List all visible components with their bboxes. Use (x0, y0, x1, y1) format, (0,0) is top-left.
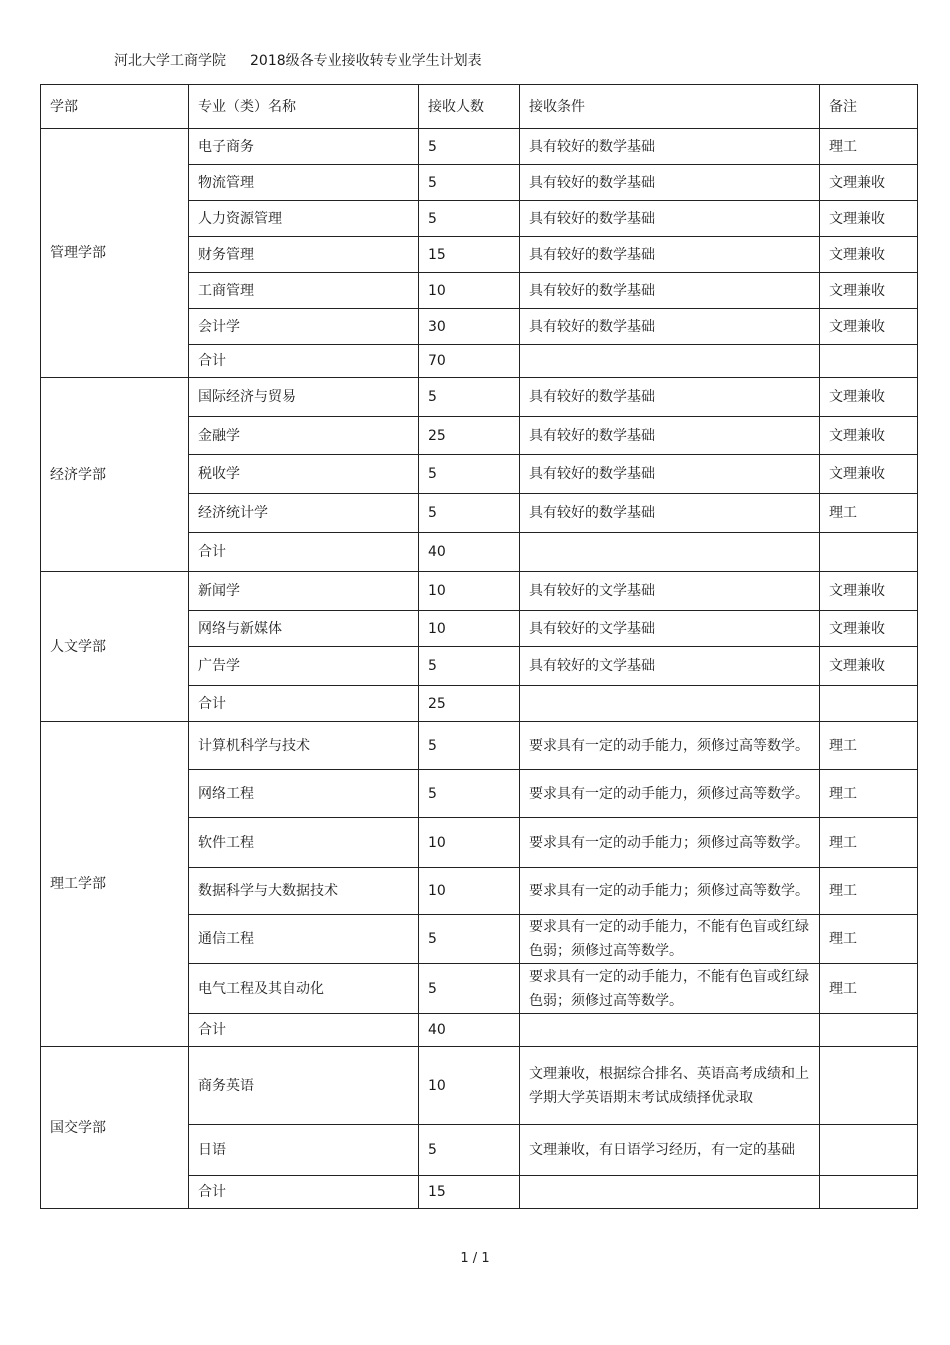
note: 文理兼收 (820, 647, 918, 686)
subtotal-count: 40 (419, 1014, 520, 1047)
admission-condition: 具有较好的数学基础 (520, 165, 820, 201)
major-name: 财务管理 (189, 237, 419, 273)
major-name: 经济统计学 (189, 494, 419, 533)
major-name: 新闻学 (189, 572, 419, 611)
admission-condition: 具有较好的数学基础 (520, 273, 820, 309)
admission-condition: 文理兼收，有日语学习经历，有一定的基础 (520, 1125, 820, 1176)
subtotal-label: 合计 (189, 1014, 419, 1047)
major-name: 计算机科学与技术 (189, 722, 419, 770)
note: 文理兼收 (820, 309, 918, 345)
admission-condition: 具有较好的文学基础 (520, 611, 820, 647)
admit-count: 5 (419, 494, 520, 533)
admit-count: 30 (419, 309, 520, 345)
department-name: 人文学部 (41, 572, 189, 722)
admit-count: 5 (419, 1125, 520, 1176)
table-row (41, 378, 918, 417)
department-name: 国交学部 (41, 1047, 189, 1209)
subtotal-label: 合计 (189, 1176, 419, 1209)
major-name: 国际经济与贸易 (189, 378, 419, 417)
table-row (41, 129, 918, 165)
major-name: 人力资源管理 (189, 201, 419, 237)
table-row (41, 1047, 918, 1125)
note: 文理兼收 (820, 273, 918, 309)
major-name: 电子商务 (189, 129, 419, 165)
empty-cell (820, 1176, 918, 1209)
admit-count: 5 (419, 722, 520, 770)
subtotal-count: 40 (419, 533, 520, 572)
admit-count: 5 (419, 201, 520, 237)
major-name: 日语 (189, 1125, 419, 1176)
admit-count: 5 (419, 165, 520, 201)
school-name: 河北大学工商学院 (114, 53, 226, 69)
page-indicator: 1 / 1 (460, 1251, 490, 1266)
admission-condition: 要求具有一定的动手能力；须修过高等数学。 (520, 868, 820, 915)
note: 文理兼收 (820, 572, 918, 611)
empty-cell (520, 345, 820, 378)
header-department: 学部 (41, 85, 189, 129)
major-name: 软件工程 (189, 818, 419, 868)
admit-count: 10 (419, 818, 520, 868)
department-name: 经济学部 (41, 378, 189, 572)
empty-cell (820, 686, 918, 722)
note: 理工 (820, 915, 918, 964)
department-name: 理工学部 (41, 722, 189, 1047)
table-row (41, 722, 918, 770)
admit-count: 15 (419, 237, 520, 273)
header-row (41, 85, 918, 129)
empty-cell (520, 686, 820, 722)
admission-condition: 具有较好的数学基础 (520, 237, 820, 273)
note: 文理兼收 (820, 455, 918, 494)
major-name: 电气工程及其自动化 (189, 964, 419, 1014)
empty-cell (820, 345, 918, 378)
empty-cell (520, 1176, 820, 1209)
subtotal-label: 合计 (189, 686, 419, 722)
empty-cell (520, 533, 820, 572)
admit-count: 10 (419, 611, 520, 647)
major-name: 物流管理 (189, 165, 419, 201)
table-row (41, 572, 918, 611)
subtotal-label: 合计 (189, 345, 419, 378)
plan-heading: 2018级各专业接收转专业学生计划表 (250, 53, 482, 69)
note: 理工 (820, 494, 918, 533)
admit-count: 5 (419, 129, 520, 165)
admit-count: 10 (419, 572, 520, 611)
major-name: 网络工程 (189, 770, 419, 818)
empty-cell (820, 533, 918, 572)
admit-count: 5 (419, 964, 520, 1014)
note: 理工 (820, 868, 918, 915)
major-name: 税收学 (189, 455, 419, 494)
document-title (114, 50, 482, 70)
admission-condition: 要求具有一定的动手能力，须修过高等数学。 (520, 722, 820, 770)
note (820, 1047, 918, 1125)
admission-condition: 具有较好的数学基础 (520, 378, 820, 417)
admission-condition: 文理兼收，根据综合排名、英语高考成绩和上学期大学英语期末考试成绩择优录取 (520, 1047, 820, 1125)
major-name: 通信工程 (189, 915, 419, 964)
transfer-plan-table (40, 84, 918, 1209)
admission-condition: 要求具有一定的动手能力，不能有色盲或红绿色弱；须修过高等数学。 (520, 964, 820, 1014)
note: 理工 (820, 818, 918, 868)
note: 文理兼收 (820, 201, 918, 237)
subtotal-label: 合计 (189, 533, 419, 572)
admission-condition: 具有较好的数学基础 (520, 309, 820, 345)
note: 文理兼收 (820, 417, 918, 455)
note: 理工 (820, 770, 918, 818)
admit-count: 5 (419, 647, 520, 686)
header-major: 专业（类）名称 (189, 85, 419, 129)
header-note: 备注 (820, 85, 918, 129)
admission-condition: 具有较好的数学基础 (520, 129, 820, 165)
admission-condition: 具有较好的数学基础 (520, 417, 820, 455)
major-name: 广告学 (189, 647, 419, 686)
empty-cell (520, 1014, 820, 1047)
major-name: 商务英语 (189, 1047, 419, 1125)
admit-count: 5 (419, 770, 520, 818)
admission-condition: 具有较好的数学基础 (520, 201, 820, 237)
major-name: 金融学 (189, 417, 419, 455)
note: 理工 (820, 722, 918, 770)
header-condition: 接收条件 (520, 85, 820, 129)
subtotal-count: 15 (419, 1176, 520, 1209)
admit-count: 25 (419, 417, 520, 455)
admit-count: 5 (419, 378, 520, 417)
major-name: 网络与新媒体 (189, 611, 419, 647)
subtotal-count: 25 (419, 686, 520, 722)
admission-condition: 具有较好的文学基础 (520, 647, 820, 686)
note: 文理兼收 (820, 611, 918, 647)
header-count: 接收人数 (419, 85, 520, 129)
subtotal-count: 70 (419, 345, 520, 378)
note: 文理兼收 (820, 378, 918, 417)
admission-condition: 具有较好的数学基础 (520, 494, 820, 533)
admission-condition: 要求具有一定的动手能力，不能有色盲或红绿色弱；须修过高等数学。 (520, 915, 820, 964)
department-name: 管理学部 (41, 129, 189, 378)
admission-condition: 具有较好的文学基础 (520, 572, 820, 611)
major-name: 会计学 (189, 309, 419, 345)
note: 理工 (820, 129, 918, 165)
note: 理工 (820, 964, 918, 1014)
admit-count: 10 (419, 273, 520, 309)
admit-count: 5 (419, 915, 520, 964)
table-body (41, 85, 918, 1209)
note (820, 1125, 918, 1176)
major-name: 数据科学与大数据技术 (189, 868, 419, 915)
admit-count: 10 (419, 1047, 520, 1125)
admission-condition: 要求具有一定的动手能力，须修过高等数学。 (520, 770, 820, 818)
empty-cell (820, 1014, 918, 1047)
admit-count: 5 (419, 455, 520, 494)
note: 文理兼收 (820, 237, 918, 273)
note: 文理兼收 (820, 165, 918, 201)
admission-condition: 具有较好的数学基础 (520, 455, 820, 494)
admit-count: 10 (419, 868, 520, 915)
admission-condition: 要求具有一定的动手能力；须修过高等数学。 (520, 818, 820, 868)
major-name: 工商管理 (189, 273, 419, 309)
